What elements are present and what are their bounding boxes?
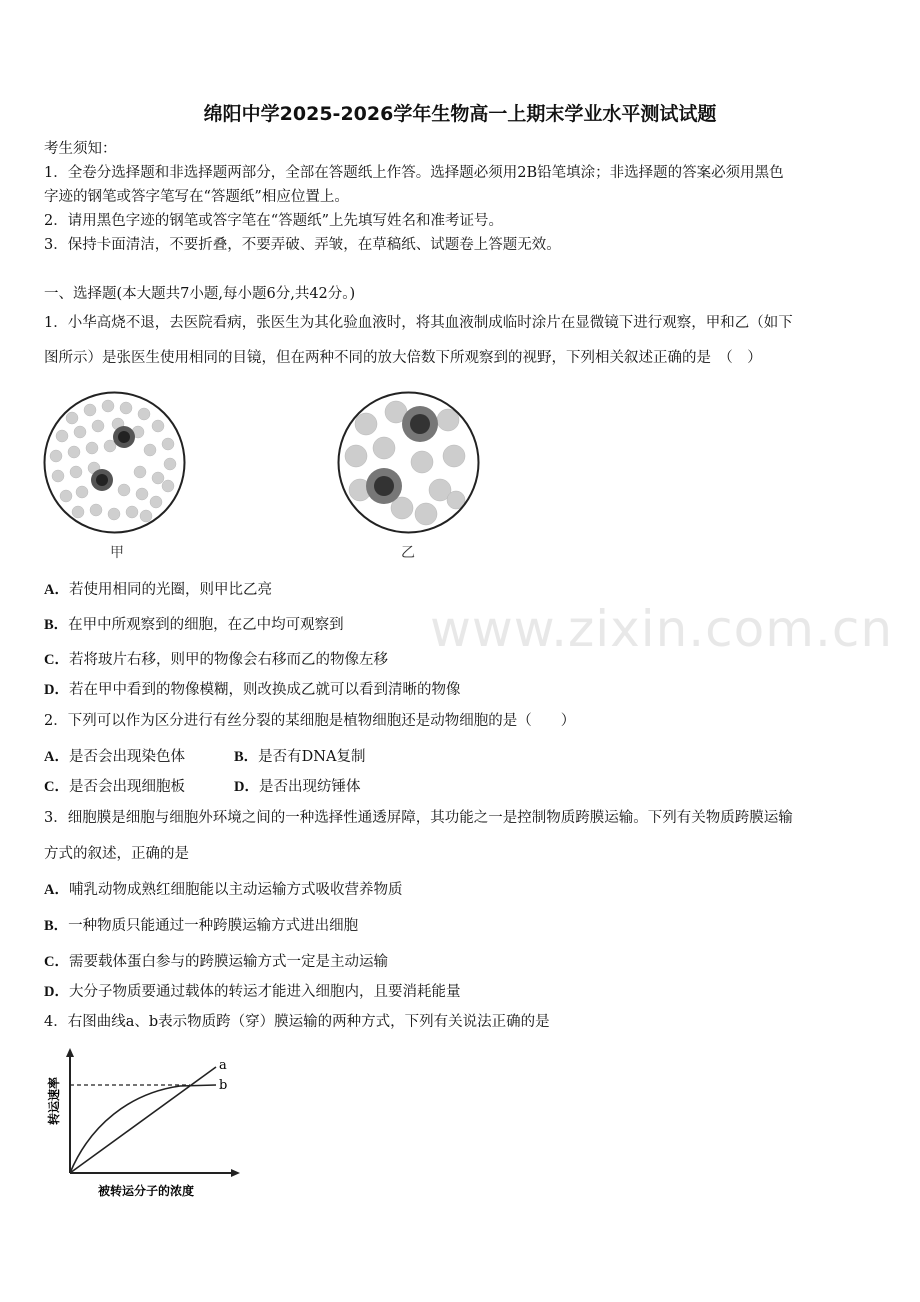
q1-stem-line2: 图所示）是张医生使用相同的目镜，但在两种不同的放大倍数下所观察到的视野，下列相关叙述正确的是 （ ） [44,350,762,366]
option-text: 是否出现纺锤体 [258,779,361,795]
option-text: 一种物质只能通过一种跨膜运输方式进出细胞 [68,918,359,934]
microscope-field-yi [336,390,481,535]
option-key: C． [44,652,69,668]
q3-option-a [44,880,402,900]
q1-option-c [44,650,388,670]
option-text: 大分子物质要通过载体的转运才能进入细胞内，且要消耗能量 [68,984,461,1000]
q4-stem: 4．右图曲线a、b表示物质跨（穿）膜运输的两种方式，下列有关说法正确的是 [44,1014,550,1030]
q2-option-d [234,777,360,797]
curve-b-label: b [219,1078,228,1093]
section-heading: 一、选择题(本大题共7小题,每小题6分,共42分。) [44,286,356,302]
option-key: D． [44,984,69,1000]
option-text: 是否会出现细胞板 [68,779,185,795]
q2-option-b [234,747,365,767]
option-text: 需要载体蛋白参与的跨膜运输方式一定是主动运输 [68,954,388,970]
option-text: 若在甲中看到的物像模糊，则改换成乙就可以看到清晰的物像 [68,682,461,698]
q1-option-a [44,580,272,600]
option-text: 若使用相同的光圈，则甲比乙亮 [68,582,272,598]
transport-rate-graph [40,1045,250,1205]
notice-heading: 考生须知： [44,141,117,157]
option-text: 是否会出现染色体 [68,749,185,765]
notice-item: 2．请用黑色字迹的钢笔或答字笔在“答题纸”上先填写姓名和准考证号。 [44,213,504,229]
option-key: D． [44,682,69,698]
q2-option-a [44,747,185,767]
option-key: A． [44,882,69,898]
notice-item: 1．全卷分选择题和非选择题两部分，全部在答题纸上作答。选择题必须用2B铅笔填涂；非选择题的答案必须用黑色 [44,165,784,181]
option-key: A． [44,582,69,598]
q3-stem-line1: 3．细胞膜是细胞与细胞外环境之间的一种选择性通透屏障，其功能之一是控制物质跨膜运输。下列有关物质跨膜运输 [44,810,793,826]
q1-option-d [44,680,460,700]
option-text: 若将玻片右移，则甲的物像会右移而乙的物像左移 [68,652,388,668]
option-key: C． [44,954,69,970]
q2-option-c [44,777,185,797]
q3-option-c [44,952,388,972]
option-text: 在甲中所观察到的细胞，在乙中均可观察到 [68,617,344,633]
option-key: B． [44,918,69,934]
curve-a-label: a [219,1058,227,1073]
option-key: B． [234,749,259,765]
microscope-field-jia [42,390,187,535]
label-yi: 乙 [401,545,415,561]
q3-option-d [44,982,460,1002]
option-key: C． [44,779,69,795]
option-text: 是否有DNA复制 [258,749,366,765]
notice-item: 字迹的钢笔或答字笔写在“答题纸”相应位置上。 [44,189,349,205]
notice-item: 3．保持卡面清洁，不要折叠，不要弄破、弄皱，在草稿纸、试题卷上答题无效。 [44,237,561,253]
q1-stem-line1: 1．小华高烧不退，去医院看病，张医生为其化验血液时，将其血液制成临时涂片在显微镜下进行观察，甲和乙（如下 [44,315,793,331]
option-key: A． [44,749,69,765]
page-title: 绵阳中学2025-2026学年生物高一上期末学业水平测试试题 [203,103,717,125]
option-key: B． [44,617,69,633]
q2-stem: 2．下列可以作为区分进行有丝分裂的某细胞是植物细胞还是动物细胞的是（ ） [44,713,576,729]
option-text: 哺乳动物成熟红细胞能以主动运输方式吸收营养物质 [68,882,403,898]
q1-option-b [44,615,344,635]
option-key: D． [234,779,259,795]
q3-option-b [44,916,358,936]
y-axis-label: 转运速率 [47,1076,61,1125]
x-axis-label: 被转运分子的浓度 [98,1184,195,1198]
label-jia: 甲 [110,545,124,561]
watermark: www.zixin.com.cn [430,600,894,658]
q3-stem-line2: 方式的叙述，正确的是 [44,846,189,862]
